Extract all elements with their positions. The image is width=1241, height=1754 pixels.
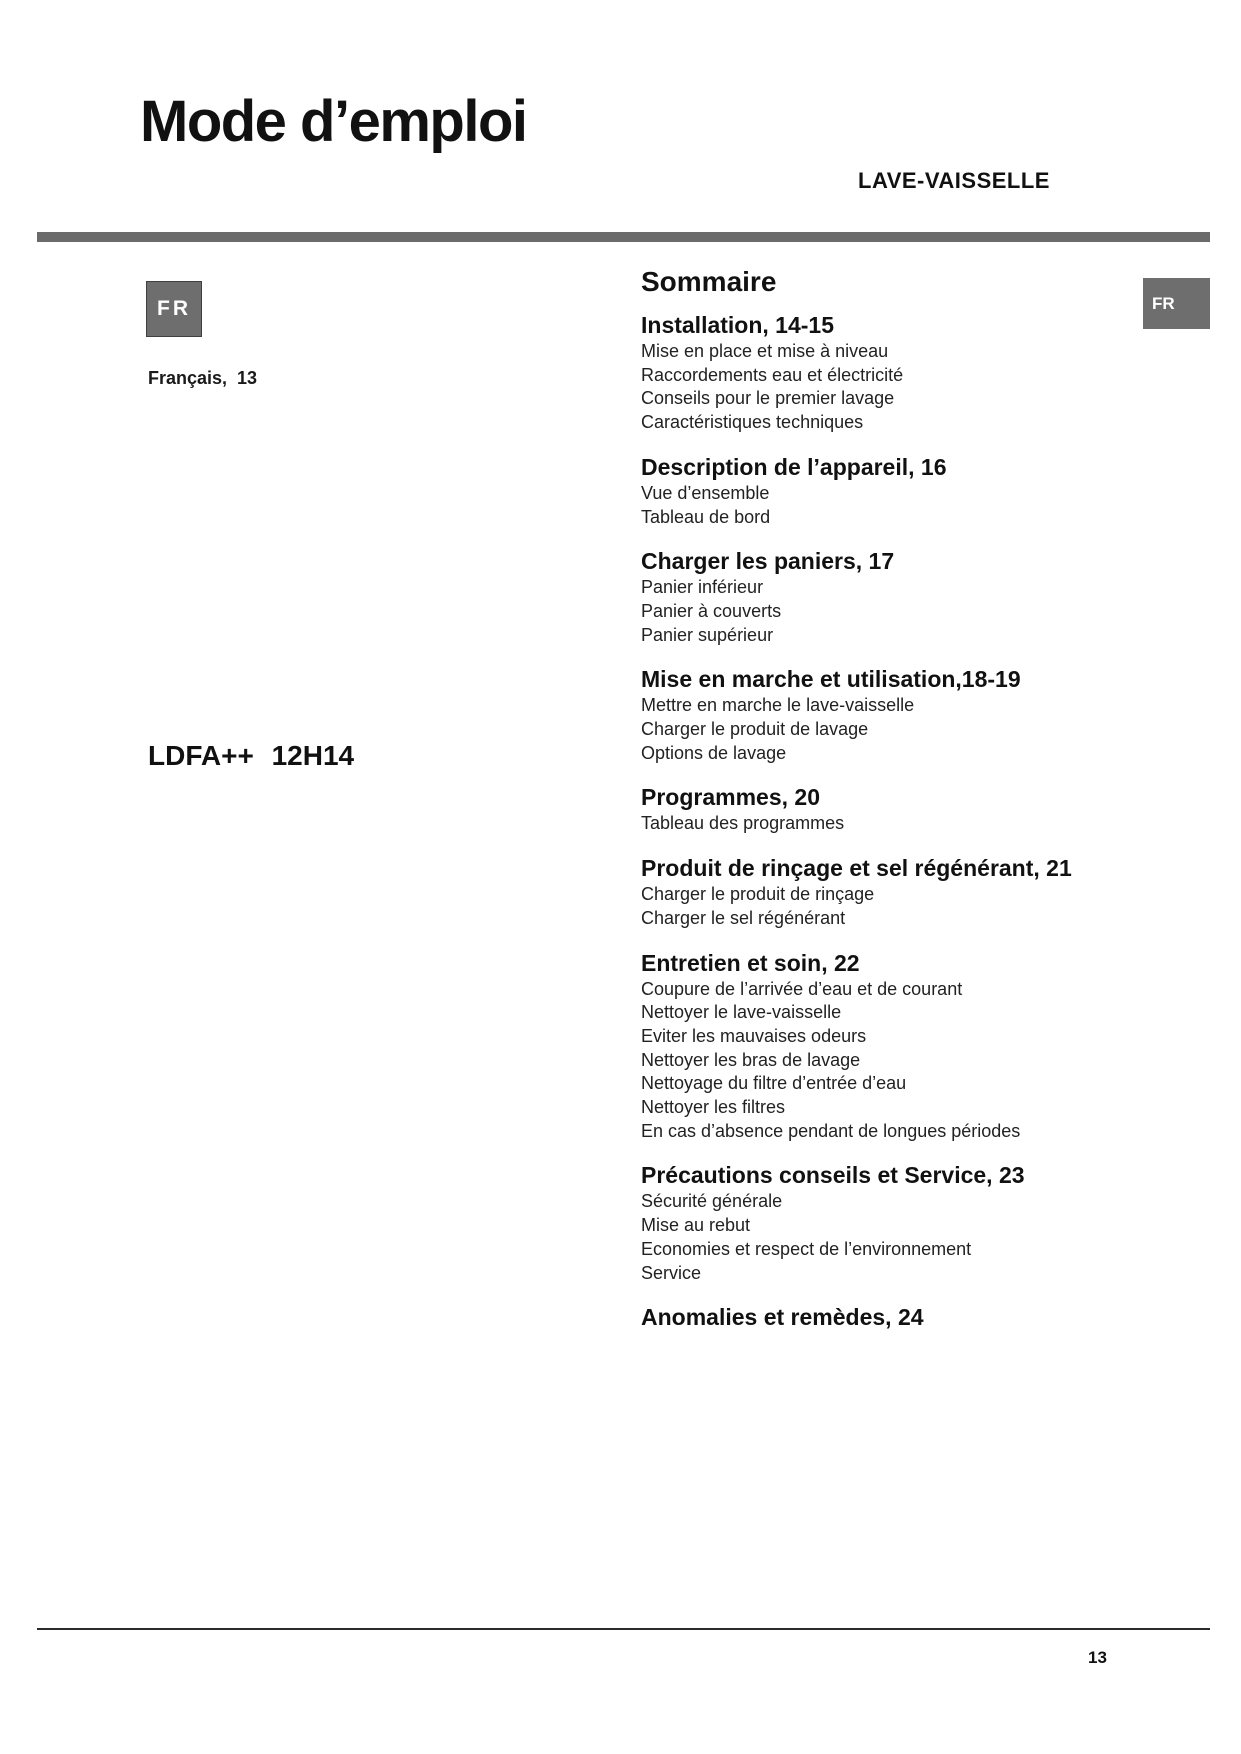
product-category: LAVE-VAISSELLE: [858, 168, 1050, 193]
language-side-tab: FR: [1143, 278, 1210, 329]
toc-subitem: Panier à couverts: [641, 600, 782, 621]
toc-section-heading: Mise en marche et utilisation,18-19: [641, 666, 1021, 693]
toc-subitem: Eviter les mauvaises odeurs: [641, 1025, 867, 1046]
toc-subitem: Charger le produit de rinçage: [641, 884, 875, 905]
toc-sections: [641, 311, 1201, 1332]
toc-subitem: Raccordements eau et électricité: [641, 364, 904, 385]
toc-subitem: Charger le sel régénérant: [641, 907, 846, 928]
toc-subitem: Sécurité générale: [641, 1191, 783, 1212]
toc-section: [641, 854, 1201, 930]
toc-subitem-list: [641, 1190, 1201, 1285]
toc-subitem: Nettoyer les filtres: [641, 1097, 786, 1118]
toc-subitem: Mettre en marche le lave-vaisselle: [641, 695, 915, 716]
language-label: Français,: [148, 368, 228, 388]
toc-subitem: En cas d’absence pendant de longues périodes: [641, 1120, 1021, 1141]
toc-subitem-list: [641, 340, 1201, 435]
toc-section: [641, 311, 1201, 435]
toc-section: [641, 547, 1201, 647]
toc-subitem-list: [641, 482, 1201, 529]
toc-section: [641, 949, 1201, 1144]
toc-section-heading: Charger les paniers, 17: [641, 548, 895, 575]
model-number: LDFA++ 12H14: [148, 740, 355, 771]
header-divider: [37, 232, 1210, 242]
toc-subitem: Nettoyer les bras de lavage: [641, 1049, 861, 1070]
toc-section-heading: Installation, 14-15: [641, 312, 835, 338]
toc-subitem: Nettoyer le lave-vaisselle: [641, 1002, 842, 1023]
toc-section-heading: Description de l’appareil, 16: [641, 453, 947, 480]
toc-subitem-list: [641, 978, 1201, 1144]
toc-subitem: Caractéristiques techniques: [641, 412, 864, 433]
footer-divider: [37, 1628, 1210, 1630]
toc-subitem-list: [641, 576, 1201, 647]
language-page-number: 13: [237, 368, 258, 388]
toc-section-heading: Programmes, 20: [641, 784, 820, 811]
toc-subitem: Tableau de bord: [641, 506, 771, 527]
toc-subitem: Nettoyage du filtre d’entrée d’eau: [641, 1073, 907, 1094]
language-entry: [148, 368, 257, 389]
toc-section: [641, 453, 1201, 529]
table-of-contents: [641, 266, 1201, 1350]
toc-section: [641, 1303, 1201, 1332]
toc-subitem-list: [641, 883, 1201, 930]
toc-subitem-list: [641, 694, 1201, 765]
page-title: Mode d’emploi: [140, 89, 527, 154]
toc-subitem-list: [641, 812, 1201, 836]
toc-subitem: Options de lavage: [641, 742, 787, 763]
toc-subitem: Panier supérieur: [641, 624, 774, 645]
toc-subitem: Tableau des programmes: [641, 813, 845, 834]
page-number: 13: [1088, 1648, 1107, 1667]
toc-section: [641, 783, 1201, 836]
toc-section-heading: Produit de rinçage et sel régénérant, 21: [641, 855, 1072, 882]
toc-section-heading: Anomalies et remèdes, 24: [641, 1304, 924, 1331]
toc-section: [641, 1161, 1201, 1285]
toc-subitem: Economies et respect de l’environnement: [641, 1238, 972, 1259]
toc-subitem: Charger le produit de lavage: [641, 719, 869, 740]
toc-subitem: Panier inférieur: [641, 577, 764, 598]
toc-section: [641, 665, 1201, 765]
toc-subitem: Coupure de l’arrivée d’eau et de courant: [641, 978, 963, 999]
toc-subitem: Service: [641, 1262, 702, 1283]
toc-section-heading: Entretien et soin, 22: [641, 949, 860, 976]
toc-title: Sommaire: [641, 266, 777, 297]
toc-subitem: Vue d’ensemble: [641, 482, 770, 503]
toc-subitem: Conseils pour le premier lavage: [641, 388, 895, 409]
toc-subitem: Mise en place et mise à niveau: [641, 341, 889, 361]
language-badge: FR: [146, 281, 202, 337]
toc-section-heading: Précautions conseils et Service, 23: [641, 1162, 1025, 1189]
toc-subitem: Mise au rebut: [641, 1215, 751, 1236]
